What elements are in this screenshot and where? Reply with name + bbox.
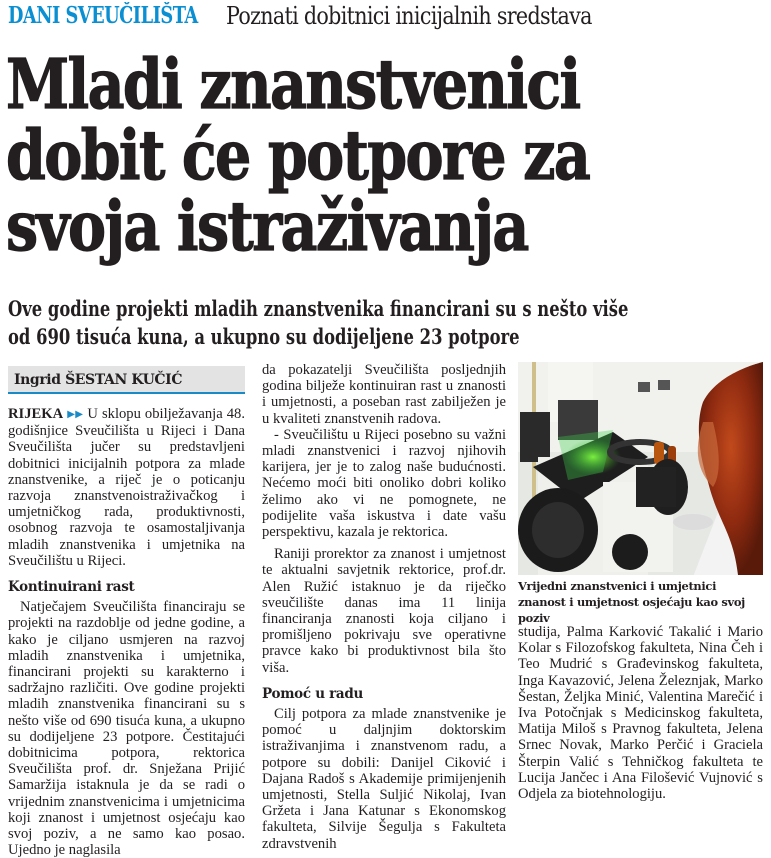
headline-line: dobit će potpore za — [6, 116, 590, 196]
headline-line: Mladi znanstvenici — [6, 45, 580, 125]
body-paragraph: Cilj potpora za mlade znanstvenike je pomoć u daljnjim doktorskim istraživanjima i znanstvenom radu, a potpore su dobili: Danijel Ciković i Dajana Radoš s Akademije primijenjenih umjetnosti, Stella Suljić Nikolaj, Ivan Gržeta i Jana Katunar s Ekonomskog fakulteta, Silvije Šegulja s Fakulteta zdravstvenih — [262, 706, 506, 852]
subheading-pomoc-u-radu: Pomoć u radu — [262, 685, 364, 702]
headline — [6, 45, 771, 267]
dateline: RIJEKA — [8, 406, 64, 422]
subheading-kontinuirani-rast: Kontinuirani rast — [8, 579, 135, 596]
article-column-1 — [8, 366, 245, 858]
intro-paragraph — [8, 406, 245, 569]
article-column-3 — [518, 624, 763, 802]
lead-line: Ove godine projekti mladih znanstvenika financirani su s nešto više — [8, 296, 629, 321]
body-paragraph: Raniji prorektor za znanost i umjetnost te aktualni savjetnik rektorice, prof.dr. Alen Ružić istaknuo je da riječko sveučilište danas ima 11 linija financiranja znanosti koja ciljano i promišljeno pokrivaju sve operativne pravce kako bi produktivnost bila što viša. — [262, 546, 506, 676]
body-paragraph: Natječajem Sveučilišta financiraju se projekti na razdoblje od jedne godine, a kako je ciljano usmjeren na razvoj mladih znanstvenika i umjetnika, financirani projekti su karakterno i sadržajno različiti. Ove godine projekti mladih znanstvenika financirani su s nešto više od 690 tisuća kuna, a ukupno su dodijeljene 23 potpore. Čestitajući dobitnicima potpora, rektorica Sveučilišta prof. dr. Snježana Prijić Samaržija istaknula je da se radi o vrijednim znanstvenicima i umjetnicima koji znanost i umjetnost osjećaju kao svoj poziv, a ne samo kao posao. Ujedno je naglasila — [8, 599, 245, 858]
kicker-subtitle: Poznati dobitnici inicijalnih sredstava — [226, 2, 592, 30]
microscope-photo — [518, 362, 763, 575]
article-photo — [518, 362, 763, 575]
lead-line: od 690 tisuća kuna, a ukupno su dodijeljene 23 potpore — [8, 324, 520, 349]
kicker — [8, 2, 592, 30]
lead-paragraph — [8, 295, 771, 351]
headline-line: svoja istraživanja — [6, 187, 528, 267]
body-paragraph-continued: studija, Palma Karković Takalić i Mario Kolar s Filozofskog fakulteta, Nina Čeh i Teo Mudrić s Građevinskog fakulteta, Inga Kavazović, Jelena Železnjak, Marko Šestan, Željka Minić, Valentina Marečić i Iva Potočnjak s Medicinskog fakulteta, Matija Miloš s Pravnog fakulteta, Jelena Srnec Novak, Marko Perčić i Graciela Šterpin Valić s Tehničkog fakulteta te Lucija Jančec i Ana Filošević Vujnović s Odjela za biotehnologiju. — [518, 624, 763, 803]
byline: Ingrid ŠESTAN KUČIĆ — [8, 366, 245, 394]
article-column-2 — [262, 362, 506, 852]
double-arrow-icon: ▶▶ — [67, 409, 84, 420]
intro-text: U sklopu obilježavanja 48. godišnjice Sveučilišta u Rijeci i Dana Sveučilišta jučer su predstavljeni dobitnici inicijalnih potpora za mlade znanstvenike, a riječ je o poticanju razvoja znanstvenoistraživačkog i umjetničkog rada, produktivnosti, osobnog razvoja te osamostaljivanja mladih znanstvenika i umjetnika na Sveučilištu u Rijeci. — [8, 406, 245, 569]
body-paragraph-continued: da pokazatelji Sveučilišta posljednjih godina bilježe kontinuiran rast u znanosti i umjetnosti, a poseban rast zabilježen je u kvaliteti znanstvenih radova. — [262, 362, 506, 427]
quote-paragraph: - Sveučilištu u Rijeci posebno su važni mladi znanstvenici i razvoj njihovih karijera, jer je to zalog naše budućnosti. Nećemo moći biti onoliko dobri koliko želimo ako vi ne pomognete, ne podijelite vaša iskustva i date vašu perspektivu, kazala je rektorica. — [262, 426, 506, 541]
photo-caption: Vrijedni znanstvenici i umjetnici znanost i umjetnost osjećaju kao svoj poziv — [518, 579, 745, 625]
section-tag: DANI SVEUČILIŠTA — [8, 2, 198, 29]
